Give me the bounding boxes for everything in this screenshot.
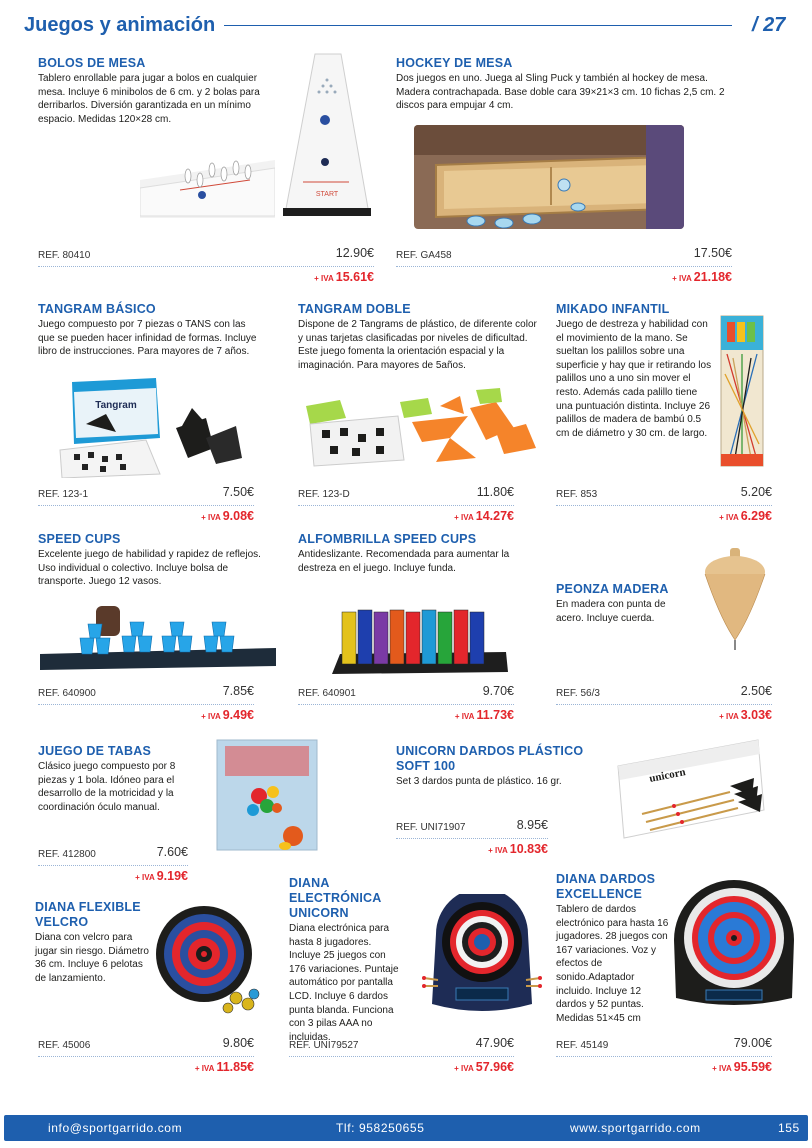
diana-flexible-image [150, 904, 262, 1016]
price-divider [38, 704, 254, 705]
product-diana-electronica [289, 876, 404, 1044]
product-price: 7.60€ [156, 845, 188, 859]
product-bolos [38, 56, 278, 126]
tangram-box-label: Tangram [95, 400, 137, 411]
product-title: DIANA ELECTRÓNICA UNICORN [289, 876, 382, 920]
product-description: Set 3 dardos punta de plástico. 16 gr. [396, 776, 562, 787]
product-price: 7.85€ [222, 684, 254, 698]
product-price: 12.90€ [335, 246, 374, 260]
product-speed-cups [38, 532, 276, 589]
bolos-image [140, 150, 275, 218]
product-title: MIKADO INFANTIL [556, 302, 670, 316]
product-price-iva: + IVA 11.85€ [194, 1060, 254, 1074]
product-description: Tablero enrollable para jugar a bolos en cualquier mesa. Incluye 6 minibolos de 6 cm. y 2 bolas para derribarlos. Diversión garantizada en un mínimo espacio. Medidas 120×28 cm. [38, 73, 260, 125]
product-description: Juego compuesto por 7 piezas o TANS con las que se pueden hacer infinidad de formas. Incluye libro de instrucciones. Para mayores de 7 años. [38, 319, 257, 358]
product-price-iva: + IVA 3.03€ [719, 708, 772, 722]
price-row-diana-excellence [556, 1036, 772, 1076]
price-row-diana-flexible [38, 1036, 254, 1076]
product-ref: REF. UNI79527 [289, 1040, 359, 1051]
product-price: 5.20€ [740, 485, 772, 499]
bolos-start-label: START [315, 191, 339, 198]
bolos-board-image [283, 50, 371, 216]
price-row-speed-cups [38, 684, 254, 724]
product-price-iva: + IVA 14.27€ [454, 509, 514, 523]
product-title: DIANA DARDOS EXCELLENCE [556, 872, 656, 901]
product-price-iva: + IVA 9.49€ [201, 708, 254, 722]
product-price: 9.70€ [482, 684, 514, 698]
product-price-iva: + IVA 9.19€ [135, 869, 188, 883]
footer-page-number: 155 [778, 1121, 800, 1135]
tangram-basico-image [56, 378, 246, 478]
product-title: JUEGO DE TABAS [38, 744, 151, 758]
product-description: En madera con punta de acero. Incluye cuerda. [556, 599, 666, 624]
price-row-diana-electronica [289, 1036, 514, 1076]
unicorn-brand-label: unicorn [648, 766, 687, 785]
unicorn-dardos-image [612, 738, 768, 840]
price-divider [396, 838, 548, 839]
price-divider [556, 505, 772, 506]
price-divider [38, 266, 374, 267]
price-row-alfombrilla [298, 684, 514, 724]
price-divider [38, 1056, 254, 1057]
price-row-tabas [38, 845, 188, 885]
price-row-hockey [396, 246, 732, 286]
price-divider [556, 704, 772, 705]
product-description: Tablero de dardos electrónico para hasta 16 jugadores. 28 juegos con 167 variaciones. Voz y efectos de sonido.Adaptador incluido. Incluye 12 dardos y 52 puntas. Medidas 51×45 cm [556, 904, 669, 1024]
product-ref: REF. 56/3 [556, 688, 600, 699]
product-tangram-basico [38, 302, 263, 359]
product-ref: REF. 640900 [38, 688, 96, 699]
product-price: 9.80€ [222, 1036, 254, 1050]
product-description: Clásico juego compuesto por 8 piezas y 1 bola. Idóneo para el desarrollo de la motricidad y la coordinación óculo manual. [38, 761, 176, 813]
product-ref: REF. 412800 [38, 849, 96, 860]
product-description: Juego de destreza y habilidad con el movimiento de la mano. Se sueltan los palillos sobre una superficie y hay que ir retirando los palillos uno a uno sin mover el resto. Además cada palillo tiene una puntuación distinta. Incluye 26 palillos de madera de bambú 0.5 cm de diámetro y 30 cm. de largo. [556, 319, 712, 439]
product-title: PEONZA MADERA [556, 582, 669, 596]
product-description: Dos juegos en uno. Juega al Sling Puck y también al hockey de mesa. Madera contrachapada. Base doble cara 39×21×3 cm. 10 fichas 2,5 cm. 2 discos para empujar 4 cm. [396, 73, 725, 112]
product-ref: REF. GA458 [396, 250, 452, 261]
diana-excellence-image [668, 880, 800, 1010]
footer-phone: Tlf: 958250655 [336, 1121, 425, 1135]
product-price-iva: + IVA 21.18€ [672, 270, 732, 284]
product-ref: REF. 45149 [556, 1040, 609, 1051]
product-price-iva: + IVA 10.83€ [488, 842, 548, 856]
price-divider [396, 266, 732, 267]
product-diana-excellence [556, 872, 671, 1025]
product-price: 11.80€ [476, 485, 514, 499]
header-divider [224, 25, 732, 26]
section-page-indicator: / 27 [752, 14, 786, 36]
price-row-bolos [38, 246, 374, 286]
price-divider [298, 505, 514, 506]
product-alfombrilla [298, 532, 538, 575]
footer-website[interactable]: www.sportgarrido.com [570, 1121, 701, 1135]
product-title: HOCKEY DE MESA [396, 56, 513, 70]
mikado-image [717, 314, 767, 468]
tabas-image [215, 738, 319, 852]
price-row-peonza [556, 684, 772, 724]
product-title: TANGRAM DOBLE [298, 302, 411, 316]
product-hockey [396, 56, 736, 113]
footer-bar [4, 1115, 808, 1141]
product-title: DIANA FLEXIBLE VELCRO [35, 900, 141, 929]
product-peonza [556, 582, 696, 625]
product-ref: REF. 853 [556, 489, 598, 500]
product-price-iva: + IVA 57.96€ [454, 1060, 514, 1074]
product-description: Diana electrónica para hasta 8 jugadores. Incluye 25 juegos con 176 variaciones. Puntaje automático por pantalla LCD. Incluye 6 dardos punta blanda. Funciona con 3 pilas AAA no incluidas. [289, 923, 399, 1043]
product-price-iva: + IVA 6.29€ [719, 509, 772, 523]
footer-email[interactable]: info@sportgarrido.com [48, 1121, 183, 1135]
product-unicorn-dardos [396, 744, 596, 789]
product-ref: REF. 123-D [298, 489, 350, 500]
product-description: Dispone de 2 Tangrams de plástico, de diferente color y unas tarjetas clasificadas por niveles de dificultad. Este juego fomenta la orientación espacial y la imaginación. Para mayores de 5años. [298, 319, 537, 371]
product-price-iva: + IVA 11.73€ [454, 708, 514, 722]
price-row-unicorn-dardos [396, 818, 548, 858]
price-divider [38, 505, 254, 506]
price-row-tangram-doble [298, 485, 514, 525]
product-price-iva: + IVA 9.08€ [201, 509, 254, 523]
alfombrilla-image [330, 604, 510, 674]
product-description: Excelente juego de habilidad y rapidez de reflejos. Uso individual o colectivo. Incluye bolsa de transporte. Juego 12 vasos. [38, 549, 261, 588]
product-price: 79.00€ [733, 1036, 772, 1050]
product-description: Diana con velcro para jugar sin riesgo. Diámetro 36 cm. Incluye 6 pelotas de lanzamiento. [35, 932, 149, 984]
diana-electronica-image [422, 894, 542, 1018]
product-mikado [556, 302, 716, 440]
product-ref: REF. UNI71907 [396, 822, 466, 833]
product-price: 8.95€ [516, 818, 548, 832]
product-ref: REF. 45006 [38, 1040, 91, 1051]
price-row-mikado [556, 485, 772, 525]
product-title: ALFOMBRILLA SPEED CUPS [298, 532, 477, 546]
product-tangram-doble [298, 302, 538, 372]
product-tabas [38, 744, 203, 814]
product-price: 2.50€ [740, 684, 772, 698]
product-description: Antideslizante. Recomendada para aumentar la destreza en el juego. Incluye funda. [298, 549, 510, 574]
tangram-doble-image [300, 388, 538, 468]
hockey-image [414, 125, 684, 229]
product-ref: REF. 80410 [38, 250, 91, 261]
product-title: SPEED CUPS [38, 532, 121, 546]
product-title: UNICORN DARDOS PLÁSTICO SOFT 100 [396, 744, 584, 773]
price-divider [298, 704, 514, 705]
price-divider [38, 865, 188, 866]
price-row-tangram-basico [38, 485, 254, 525]
product-price: 7.50€ [222, 485, 254, 499]
product-diana-flexible [35, 900, 150, 985]
peonza-image [700, 548, 770, 652]
product-price: 47.90€ [475, 1036, 514, 1050]
speed-cups-image [40, 606, 276, 670]
product-ref: REF. 123-1 [38, 489, 89, 500]
product-price-iva: + IVA 95.59€ [712, 1060, 772, 1074]
product-title: BOLOS DE MESA [38, 56, 146, 70]
section-title: Juegos y animación [24, 14, 216, 36]
price-divider [289, 1056, 514, 1057]
product-title: TANGRAM BÁSICO [38, 302, 156, 316]
product-ref: REF. 640901 [298, 688, 356, 699]
product-price: 17.50€ [693, 246, 732, 260]
product-price-iva: + IVA 15.61€ [314, 270, 374, 284]
price-divider [556, 1056, 772, 1057]
